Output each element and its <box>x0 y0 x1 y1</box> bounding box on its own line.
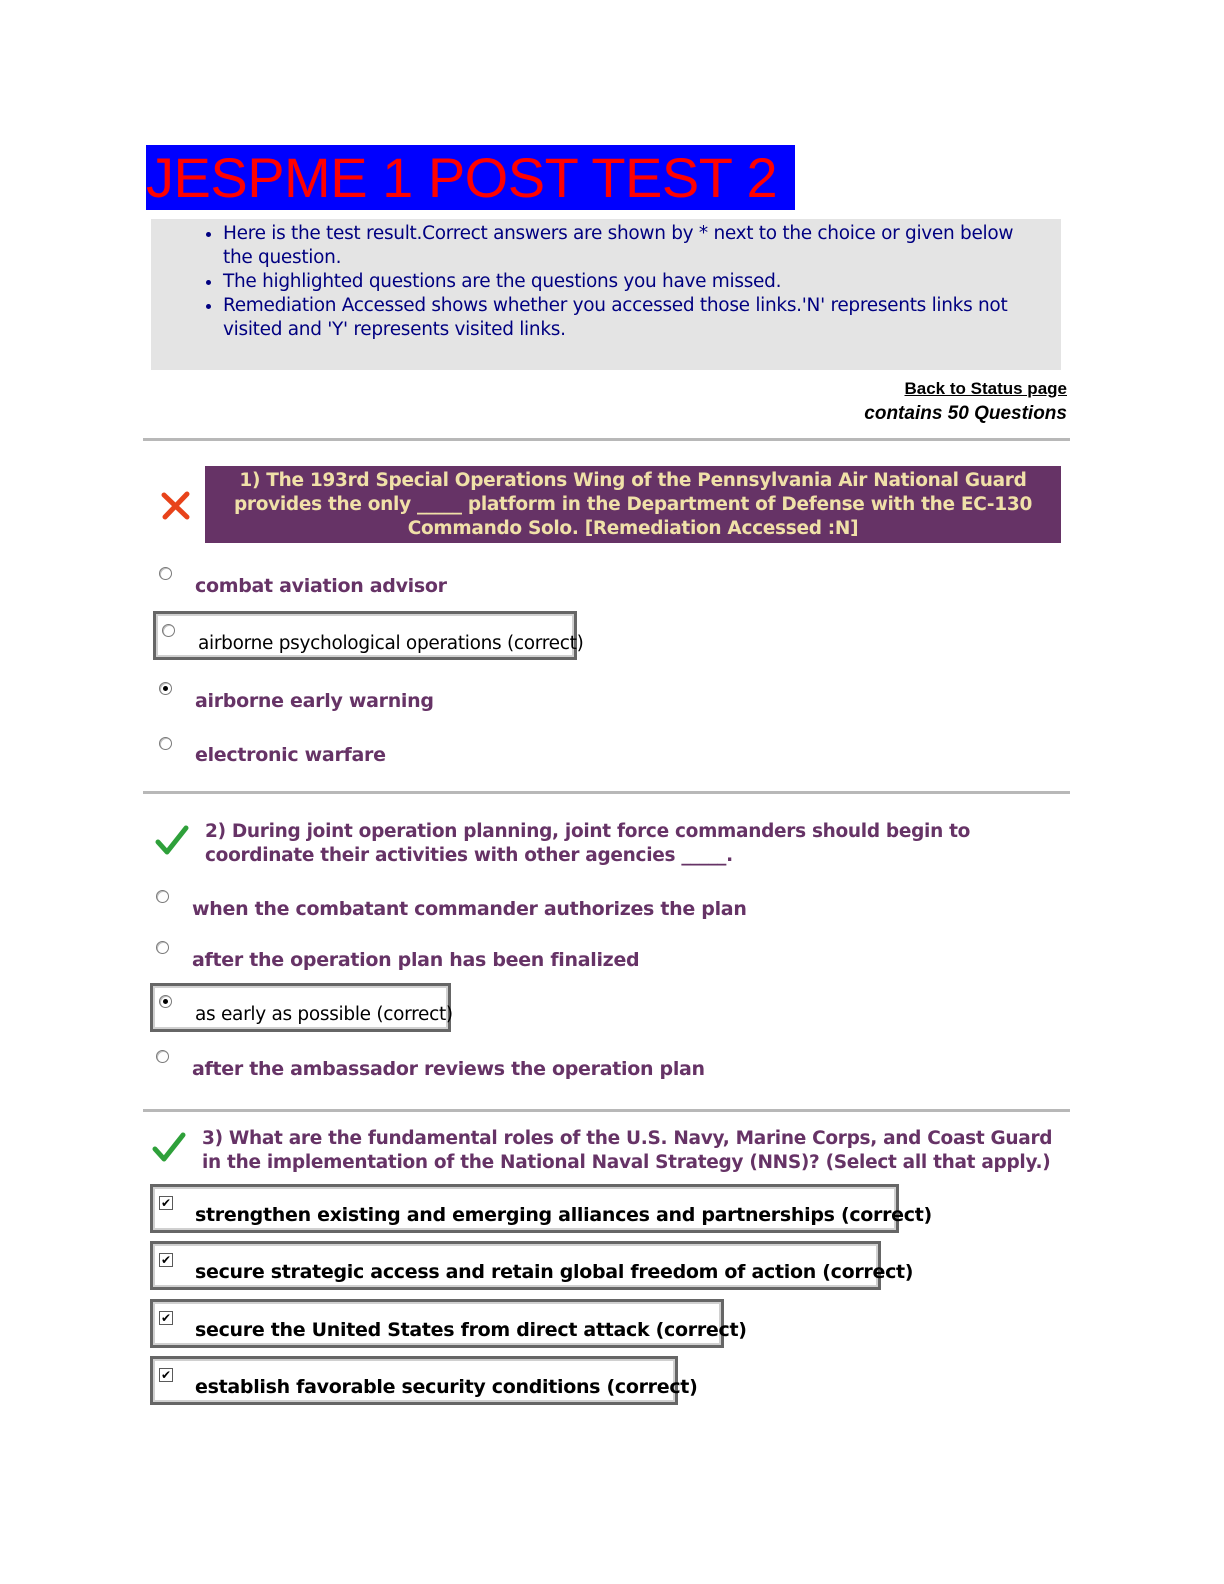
checkmark-icon <box>155 824 189 858</box>
option-label: strengthen existing and emerging alliances and partnerships (correct) <box>195 1204 932 1226</box>
question-1-label: 1) The 193rd Special Operations Wing of the Pennsylvania Air National Guard provides the only _____ platform in the Department of Defense with the EC-130 Commando Solo. [Remediation Accessed :N] <box>233 469 1033 539</box>
info-item: • Remediation Accessed shows whether you accessed those links.'N' represents links not visited and 'Y' represents visited links. <box>223 294 1045 342</box>
option-label: establish favorable security conditions (correct) <box>195 1376 698 1398</box>
checkbox-checked[interactable]: ✔ <box>160 1253 172 1267</box>
option-radio[interactable] <box>156 941 169 954</box>
x-icon <box>159 489 193 523</box>
option-label: electronic warfare <box>195 744 386 766</box>
info-item: • The highlighted questions are the questions you have missed. <box>223 270 1045 294</box>
option-label: airborne early warning <box>195 690 434 712</box>
option-label: combat aviation advisor <box>195 575 447 597</box>
page-title: JESPME 1 POST TEST 2 <box>146 145 795 210</box>
option-radio-selected[interactable] <box>159 995 172 1008</box>
option-label: airborne psychological operations (correct) <box>198 633 584 654</box>
option-radio[interactable] <box>156 1050 169 1063</box>
option-label: after the operation plan has been finalized <box>192 949 640 971</box>
checkbox-checked[interactable]: ✔ <box>160 1311 172 1325</box>
option-label: when the combatant commander authorizes the plan <box>192 898 747 920</box>
info-list <box>151 219 1061 342</box>
question-3-text: 3) What are the fundamental roles of the U.S. Navy, Marine Corps, and Coast Guard in the implementation of the National Naval Strategy (NNS)? (Select all that apply.) <box>202 1128 1053 1173</box>
option-radio[interactable] <box>159 737 172 750</box>
question-2-text: 2) During joint operation planning, joint force commanders should begin to coordinate their activities with other agencies _____. <box>205 821 971 866</box>
option-radio[interactable] <box>162 624 175 637</box>
divider <box>143 438 1070 441</box>
option-radio[interactable] <box>159 567 172 580</box>
checkmark-icon <box>152 1131 186 1165</box>
question-1-text <box>205 466 1061 543</box>
checkbox-checked[interactable]: ✔ <box>160 1368 172 1382</box>
option-label: secure strategic access and retain global freedom of action (correct) <box>195 1261 914 1283</box>
divider <box>143 791 1070 794</box>
option-radio-selected[interactable] <box>159 682 172 695</box>
option-radio[interactable] <box>156 890 169 903</box>
question-count: contains 50 Questions <box>864 403 1067 424</box>
back-to-status-link[interactable]: Back to Status page <box>904 379 1067 398</box>
option-label: after the ambassador reviews the operation plan <box>192 1058 705 1080</box>
info-panel <box>151 219 1061 370</box>
info-item: • Here is the test result.Correct answers are shown by * next to the choice or given below the question. <box>223 222 1045 270</box>
option-label: secure the United States from direct attack (correct) <box>195 1319 747 1341</box>
option-label: as early as possible (correct) <box>195 1004 453 1025</box>
checkbox-checked[interactable]: ✔ <box>160 1196 172 1210</box>
divider <box>143 1109 1070 1112</box>
